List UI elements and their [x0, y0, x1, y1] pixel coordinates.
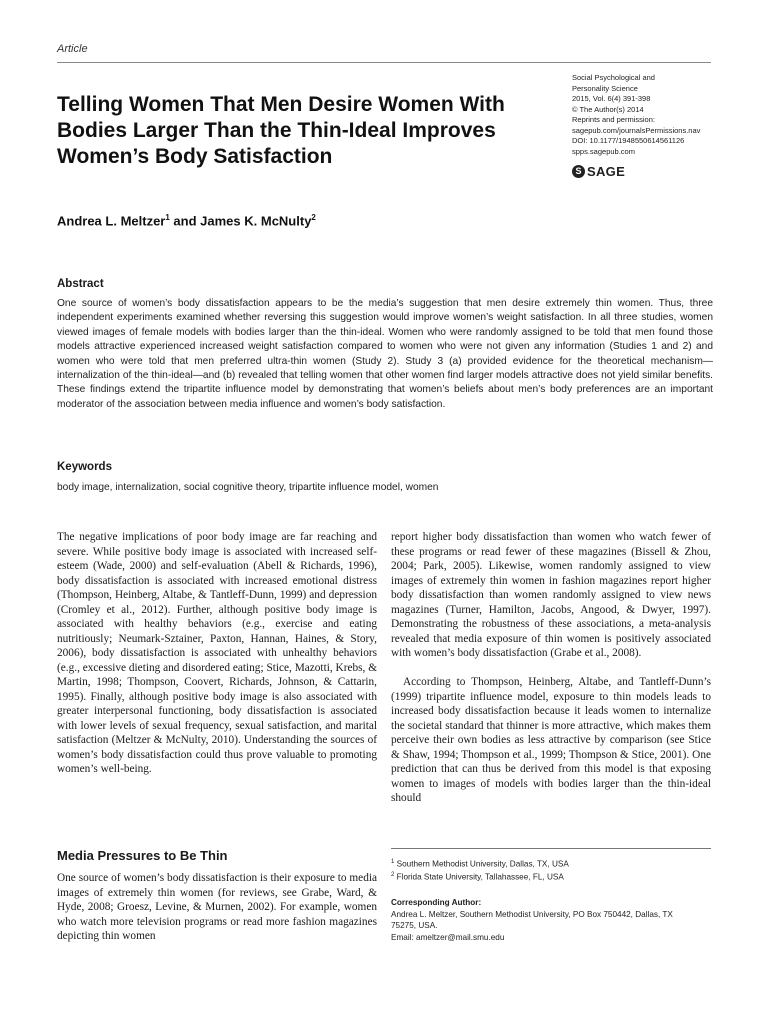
sage-logo: [572, 164, 625, 179]
author-name: Andrea L. Meltzer: [57, 213, 166, 229]
header-rule: [57, 62, 711, 63]
author-joiner: and: [169, 213, 201, 229]
journal-meta-line: sagepub.com/journalsPermissions.nav: [572, 125, 701, 135]
body-paragraph: According to Thompson, Heinberg, Altabe, and Tantleff-Dunn’s (1999) tripartite influence model, exposure to thin models leads to increased body dissatisfaction because it leads women to internalize the societal standard that thinner is more attractive, which makes them perceive their own bodies as less attractive by comparison (see Stice & Shaw, 1994; Thompson et al., 1999; Thompson & Stice, 2001). One prediction that can thus be derived from this model is that exposing women to images of models with bodies larger than the thin-ideal should: [391, 676, 711, 804]
sage-logo-word: SAGE: [587, 164, 626, 179]
paper-title: Telling Women That Men Desire Women With Bodies Larger Than the Thin-Ideal Improves Women’s Body Satisfaction: [57, 93, 505, 168]
journal-meta-line: © The Author(s) 2014: [572, 104, 644, 114]
keywords-heading: Keywords: [57, 461, 112, 473]
abstract-text: One source of women’s body dissatisfaction appears to be the media’s suggestion that men desire extremely thin women. Thus, three independent experiments examined whether reversing this suggestion would improve women’s weight satisfaction. In all three studies, women viewed images of female models with bodies larger than the thin-ideal. Women who were randomly assigned to be told that men found those models attractive experienced increased weight satisfaction compared to women who were not given any information (Studies 1 and 2) and women who were told that men preferred ultra-thin women (Study 2). Study 3 (a) provided evidence for the theoretical mechanism—internalization of the thin-ideal—and (b) revealed that telling women that other women find larger models attractive does not yield similar benefits. These findings extend the tripartite influence model by demonstrating that women’s beliefs about men’s body preferences are an important moderator of the association between media influence and women’s body satisfaction.: [57, 298, 713, 410]
author-affiliation-mark: 2: [311, 213, 316, 222]
body-paragraph: report higher body dissatisfaction than women who watch fewer of these programs or read fewer of these magazines (Bissell & Zhou, 2004; Park, 2005). Likewise, women randomly assigned to view images of extremely thin women in fashion magazines report higher body dissatisfaction than women randomly assigned to view news magazines (Turner, Hamilton, Jacobs, Angood, & Dwyer, 1997). Demonstrating the robustness of these associations, a meta-analysis revealed that media exposure of thin women is positively associated with women’s body dissatisfaction (Grabe et al., 2008).: [391, 531, 711, 659]
corresponding-author-address: 75275, USA.: [391, 921, 438, 931]
affiliation-mark: 1: [391, 859, 395, 865]
journal-meta-line: Social Psychological and: [572, 73, 655, 82]
footnote-rule: [391, 848, 711, 849]
corresponding-author-address: Andrea L. Meltzer, Southern Methodist University, PO Box 750442, Dallas, TX: [391, 909, 673, 919]
journal-meta-line: DOI: 10.1177/1948550614561126: [572, 136, 685, 145]
section-heading: Media Pressures to Be Thin: [57, 848, 228, 863]
journal-meta-line: 2015, Vol. 6(4) 391-398: [572, 94, 651, 103]
affiliation-footnote: [391, 857, 716, 870]
body-paragraph: The negative implications of poor body image are far reaching and severe. While positive body image is associated with increased self-esteem (Wade, 2000) and self-evaluation (Abell & Richards, 1996), body dissatisfaction is associated with increased emotional distress (Thompson, Heinberg, Altabe, & Tantleff-Dunn, 1999) and depression (Cromley et al., 2012). Further, although positive body image is associated with healthy behaviors (e.g., exercise and eating nutritiously; Neumark-Sztainer, Paxton, Hannan, Haines, & Story, 2006), body dissatisfaction is associated with unhealthy behaviors (e.g., excessive dieting and disordered eating; Stice, Mazotti, Krebs, & Martin, 1998; Thompson, Coovert, Richards, Johnson, & Cattarin, 1995). Finally, although positive body image is also associated with greater interpersonal functioning, body dissatisfaction is associated with lower levels of sexual frequency, sexual satisfaction, and marital satisfaction (Meltzer & McNulty, 2010). Understanding the sources of women’s body dissatisfaction could thus prove valuable to promoting women’s well-being.: [57, 531, 377, 775]
author-list: [57, 213, 316, 228]
abstract-heading: Abstract: [57, 278, 104, 290]
author-name: James K. McNulty: [200, 213, 312, 229]
journal-meta-line: Reprints and permission:: [572, 115, 655, 124]
corresponding-author-email: Email: ameltzer@mail.smu.edu: [391, 932, 505, 942]
journal-meta: [572, 73, 722, 157]
sage-logo-icon: S: [572, 165, 585, 178]
author-affiliation-mark: 1: [165, 213, 170, 222]
journal-meta-line: spps.sagepub.com: [572, 146, 635, 156]
affiliation-text: Southern Methodist University, Dallas, TX, USA: [396, 859, 569, 869]
corresponding-author-heading: Corresponding Author:: [391, 898, 482, 908]
affiliation-text: Florida State University, Tallahassee, FL, USA: [396, 872, 564, 882]
journal-meta-line: Personality Science: [572, 83, 638, 93]
footnotes: [391, 857, 716, 943]
affiliation-mark: 2: [391, 872, 395, 879]
keywords-text: body image, internalization, social cognitive theory, tripartite influence model, women: [57, 482, 439, 493]
affiliation-footnote: [391, 870, 716, 883]
article-type-label: Article: [57, 43, 88, 55]
body-paragraph: One source of women’s body dissatisfaction is their exposure to media images of extremely thin women (for reviews, see Grabe, Ward, & Hyde, 2008; Groesz, Levine, & Murnen, 2002). For example, women who watch more television programs or read more fashion magazines depicting thin women: [57, 872, 377, 942]
